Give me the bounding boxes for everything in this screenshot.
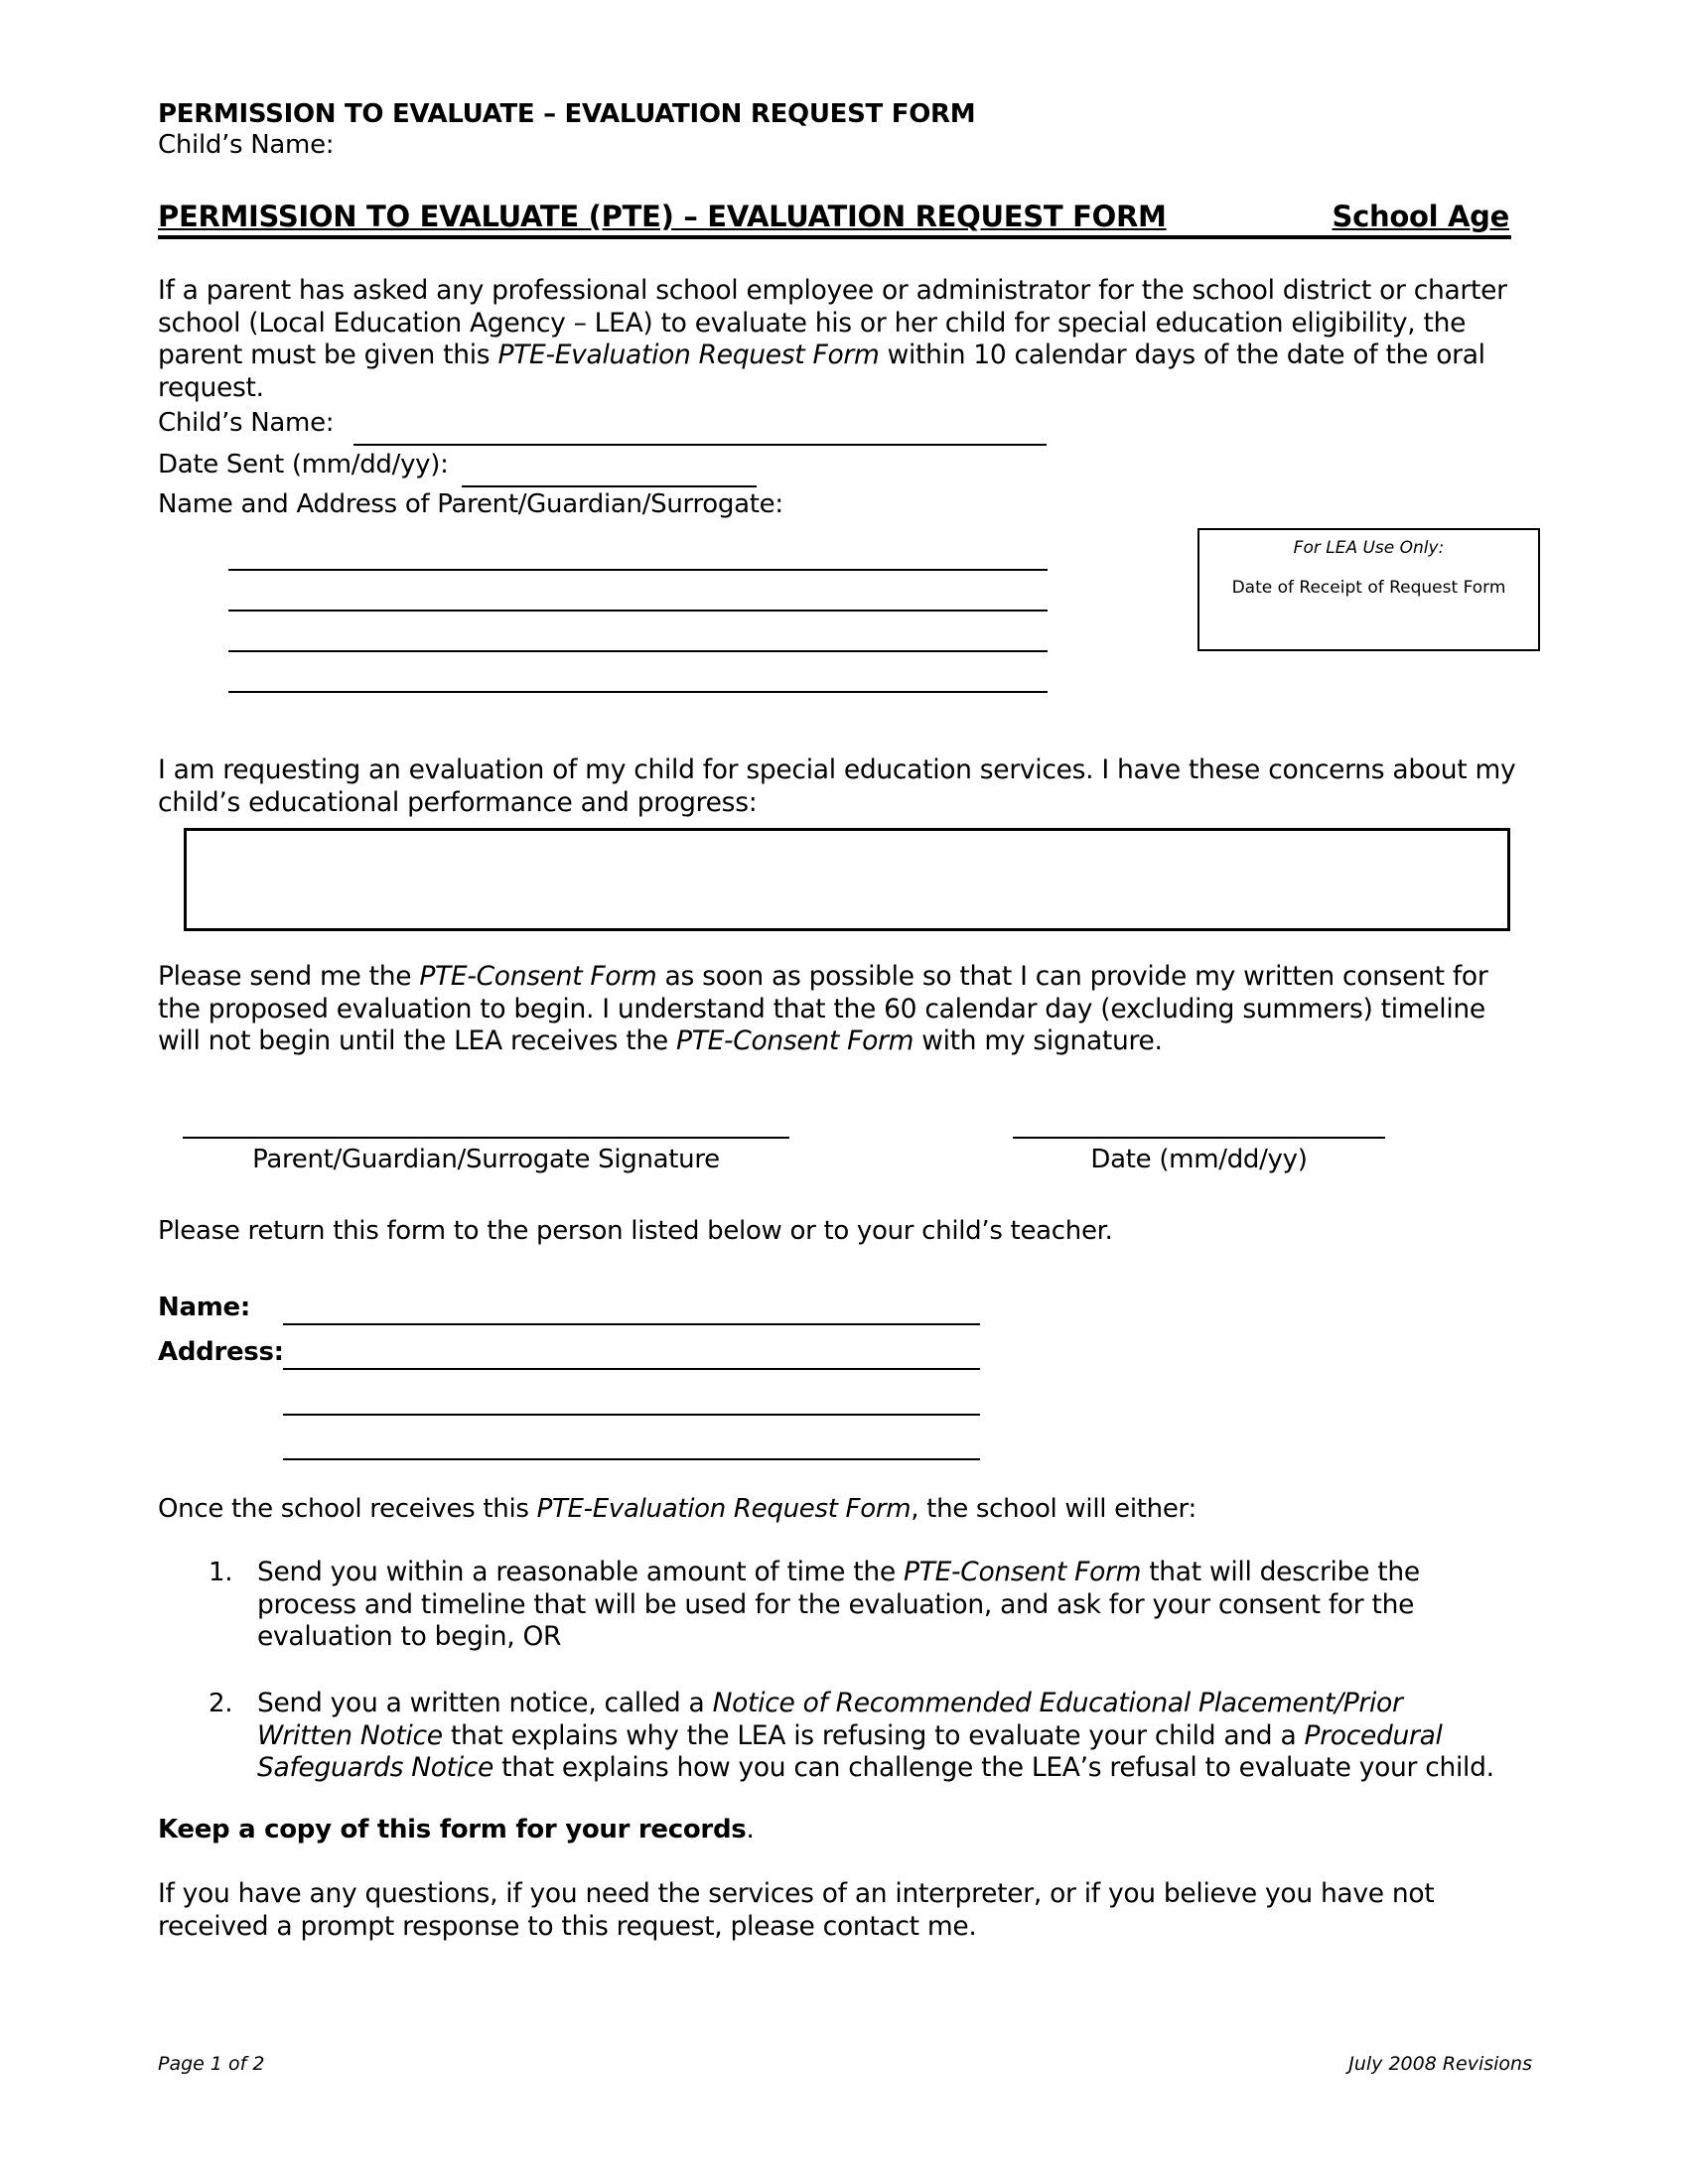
parent-address-line-3[interactable]: [228, 650, 1048, 652]
footer-revision: July 2008 Revisions: [1348, 2053, 1532, 2075]
outcome-2-text: [257, 1688, 1498, 1785]
outcomes-intro-text-2: , the school will either:: [911, 1494, 1196, 1524]
lea-box-label: Date of Receipt of Request Form: [1231, 578, 1506, 598]
intro-text-2: within 10 calendar days of the date of the oral request.: [158, 340, 1485, 403]
childs-name-label: Child’s Name:: [158, 408, 335, 438]
outcomes-intro: [158, 1493, 1196, 1525]
signature-label: Parent/Guardian/Surrogate Signature: [252, 1145, 720, 1174]
outcome-1-text: [257, 1557, 1518, 1654]
return-address-line-1[interactable]: [283, 1368, 980, 1370]
title-rule: [158, 235, 1511, 239]
outcome-1-text-1: Send you within a reasonable amount of time the: [257, 1557, 905, 1587]
intro-text-1: If a parent has asked any professional school employee or administrator for the school district or charter school (Local Education Agency – LEA) to evaluate his or her child for special education eligibility, the parent must be given this: [158, 275, 1507, 370]
keep-copy-note: [158, 1814, 754, 1845]
form-title: PERMISSION TO EVALUATE (PTE) – EVALUATION REQUEST FORM: [158, 200, 1167, 233]
keep-copy-period: .: [746, 1815, 755, 1844]
keep-copy-text: Keep a copy of this form for your records: [158, 1815, 747, 1844]
return-address-line-2[interactable]: [283, 1414, 980, 1416]
form-category: School Age: [1332, 200, 1509, 233]
lea-box-heading: For LEA Use Only:: [1293, 538, 1445, 558]
header-childs-name-label: Child’s Name:: [158, 130, 335, 160]
consent-text-2: as soon as possible so that I can provide my written consent for the proposed evaluation to begin. I understand that the 60 calendar day (excluding summers) timeline will not begin until the LEA receives the: [158, 961, 1488, 1056]
document-header-title: PERMISSION TO EVALUATE – EVALUATION REQUEST FORM: [158, 99, 976, 129]
outcome-1-form-name: PTE-Consent Form: [904, 1557, 1142, 1587]
consent-text-1: Please send me the: [158, 961, 420, 992]
date-sent-label: Date Sent (mm/dd/yy):: [158, 450, 449, 479]
parent-address-line-1[interactable]: [228, 569, 1048, 571]
outcomes-intro-text-1: Once the school receives this: [158, 1494, 537, 1524]
outcome-2-text-1: Send you a written notice, called a: [257, 1688, 713, 1718]
intro-paragraph: [158, 275, 1518, 404]
childs-name-field[interactable]: [353, 444, 1047, 446]
parent-address-label: Name and Address of Parent/Guardian/Surrogate:: [158, 489, 783, 519]
return-instructions: Please return this form to the person listed below or to your child’s teacher.: [158, 1216, 1113, 1246]
signature-field[interactable]: [183, 1137, 789, 1139]
intro-form-name: PTE-Evaluation Request Form: [497, 340, 880, 370]
footer-page-number: Page 1 of 2: [158, 2053, 265, 2075]
consent-form-name-2: PTE-Consent Form: [676, 1025, 914, 1056]
consent-form-name-1: PTE-Consent Form: [419, 961, 657, 992]
return-address-label: Address:: [158, 1337, 284, 1367]
questions-paragraph: If you have any questions, if you need the services of an interpreter, or if you believe you have not received a prompt response to this request, please contact me.: [158, 1878, 1435, 1942]
outcome-2-number: 2.: [209, 1689, 233, 1718]
return-name-label: Name:: [158, 1293, 250, 1322]
return-address-line-3[interactable]: [283, 1458, 980, 1460]
outcome-1-text-2: that will describe the process and timeline that will be used for the evaluation, and ask for your consent for the evaluation to begin, OR: [257, 1557, 1420, 1652]
outcome-2-text-3: that explains how you can challenge the LEA’s refusal to evaluate your child.: [493, 1752, 1494, 1783]
consent-text-3: with my signature.: [914, 1025, 1163, 1056]
parent-address-line-2[interactable]: [228, 610, 1048, 612]
return-name-field[interactable]: [283, 1323, 980, 1325]
concerns-paragraph: I am requesting an evaluation of my child for special education services. I have these concerns about my child’s educational performance and progress:: [158, 754, 1516, 818]
concerns-textbox[interactable]: [184, 828, 1510, 931]
outcome-1-number: 1.: [209, 1558, 233, 1587]
outcome-2-safeguards-name: Procedural Safeguards Notice: [257, 1719, 1443, 1783]
consent-paragraph: [158, 961, 1528, 1058]
parent-address-line-4[interactable]: [228, 691, 1048, 693]
lea-use-only-box[interactable]: [1197, 528, 1540, 651]
signature-date-label: Date (mm/dd/yy): [1090, 1145, 1308, 1174]
outcomes-intro-form-name: PTE-Evaluation Request Form: [536, 1494, 912, 1524]
date-sent-field[interactable]: [462, 485, 757, 487]
outcome-2-text-2: that explains why the LEA is refusing to evaluate your child and a: [442, 1719, 1305, 1751]
outcome-2-notice-name: Notice of Recommended Educational Placement/Prior Written Notice: [257, 1688, 1403, 1751]
signature-date-field[interactable]: [1013, 1137, 1385, 1139]
